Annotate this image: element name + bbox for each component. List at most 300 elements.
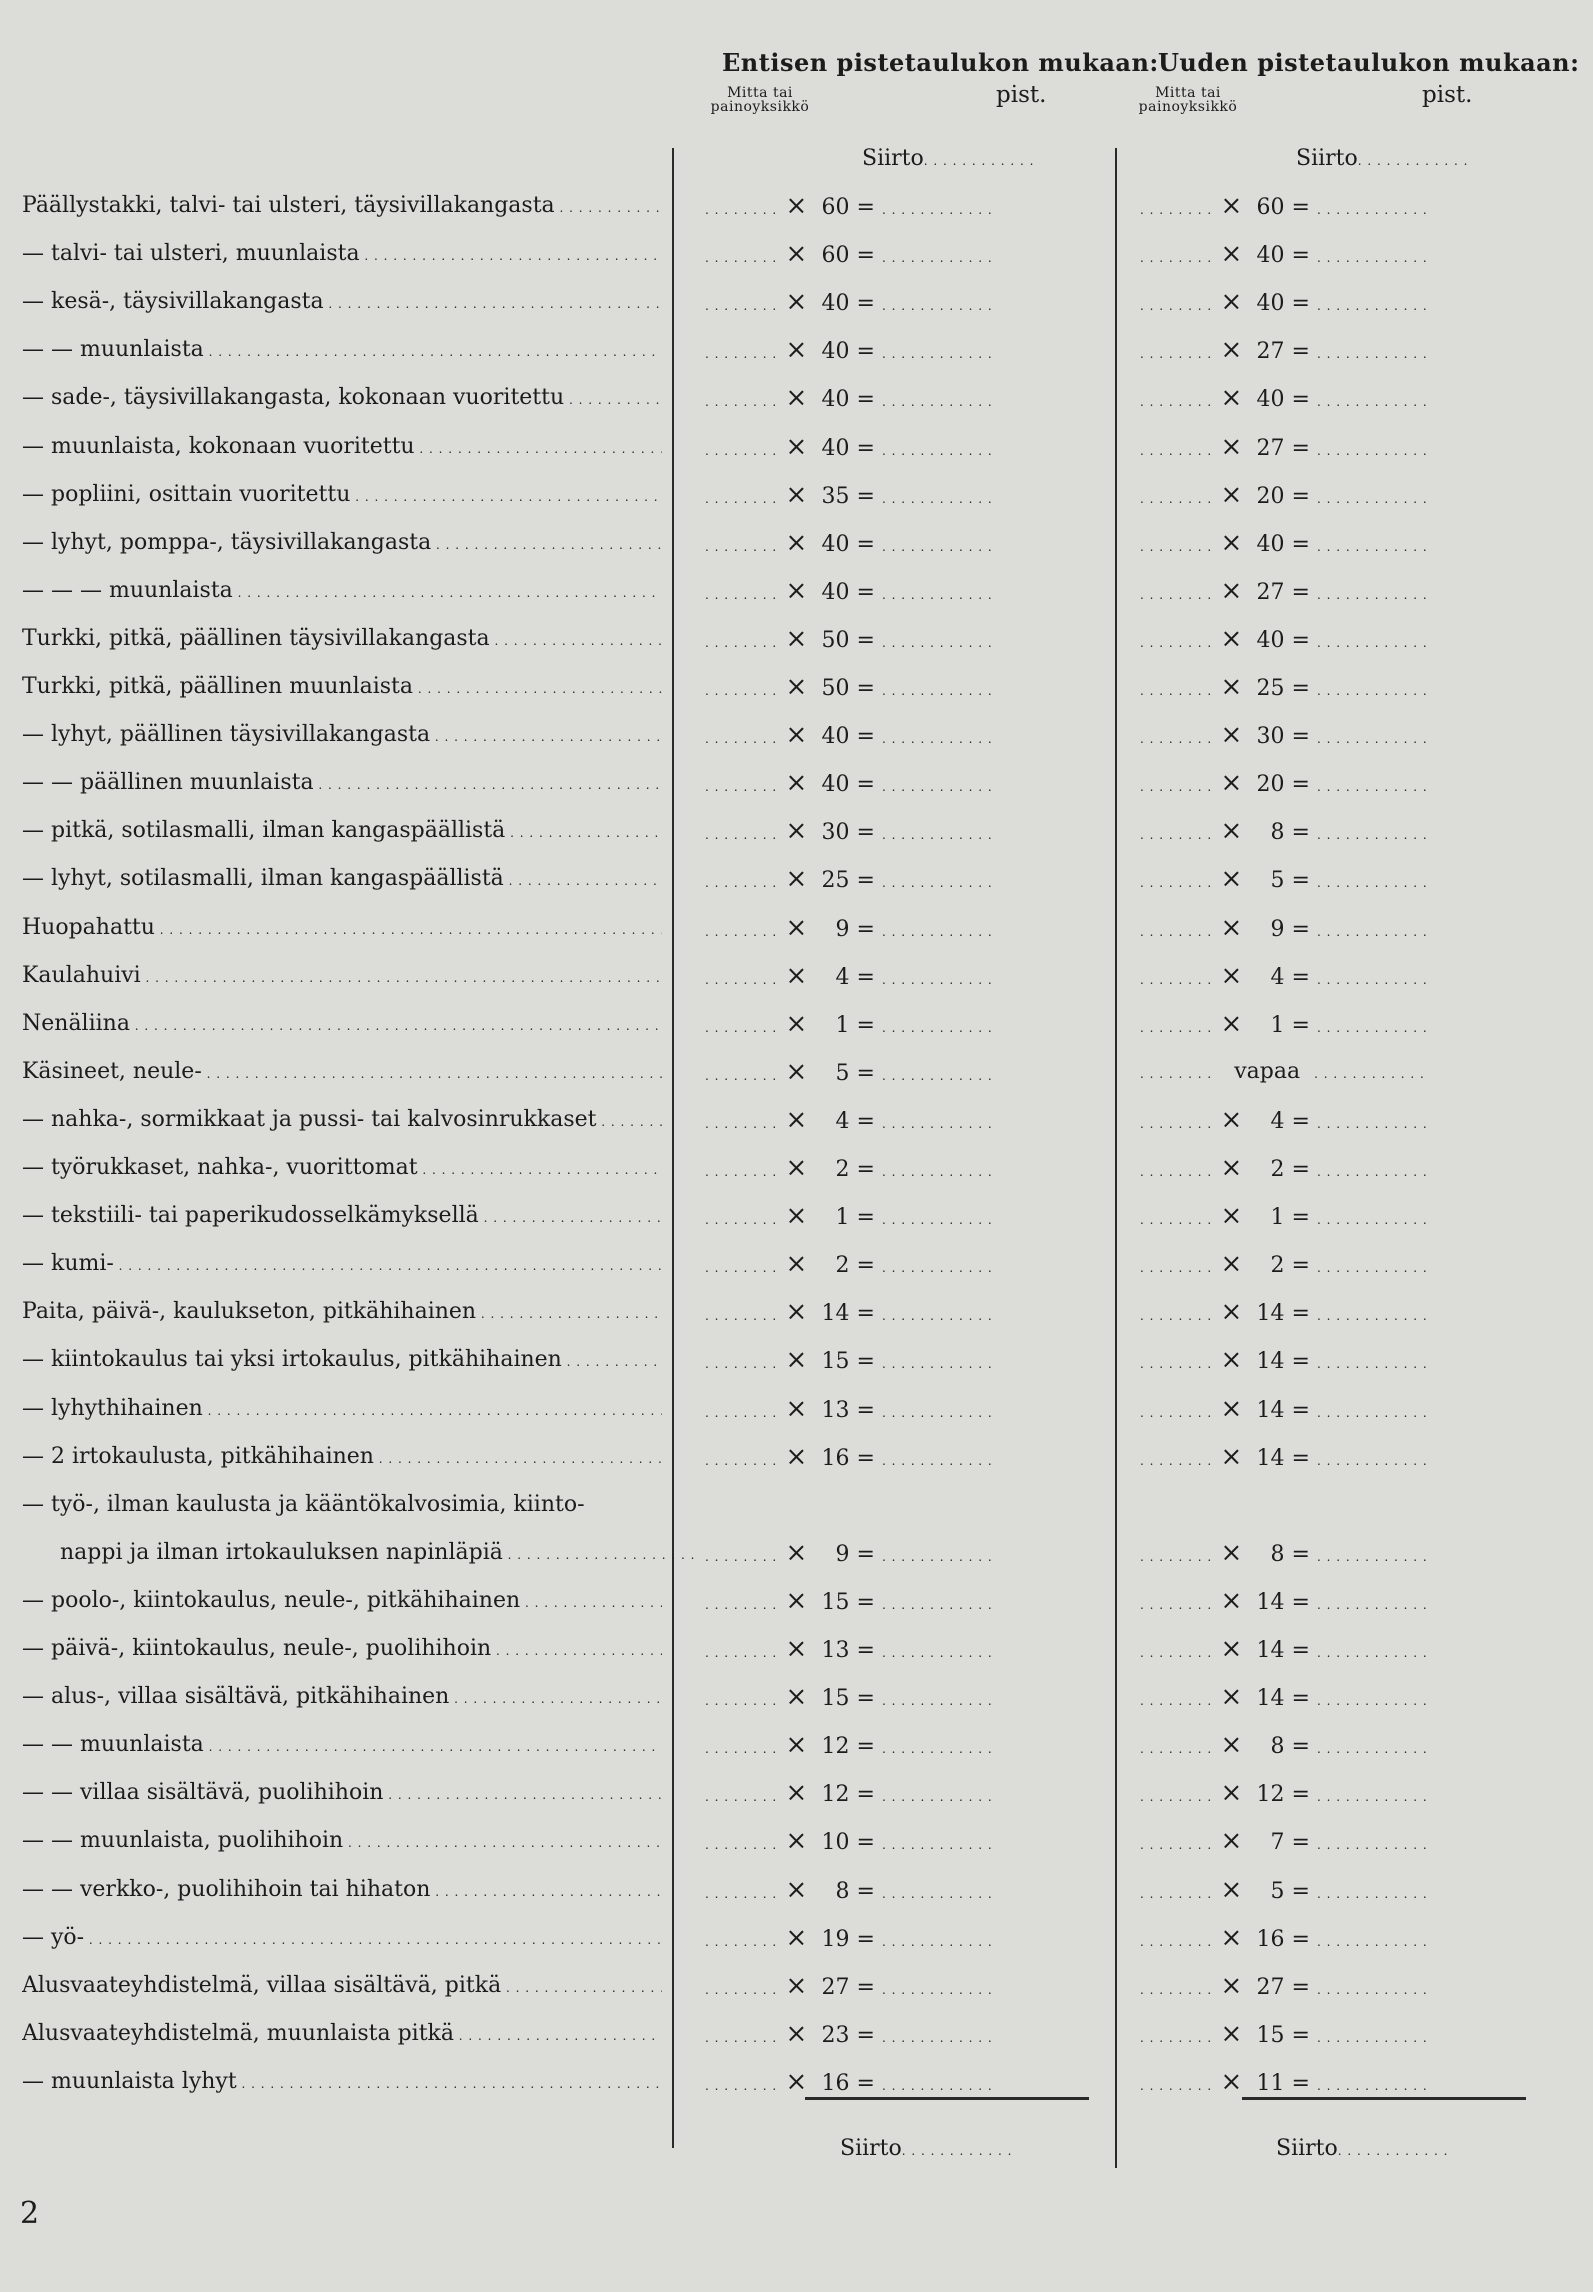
item-label: — muunlaista lyhyt . . .	[22, 2058, 662, 2106]
old-points-value: 16	[821, 1445, 850, 1471]
table-row	[0, 374, 1593, 422]
new-points-value: 2	[1270, 1253, 1285, 1279]
old-points-cell: . . . . . . . . × 15 = . . . . . . . . . . . .	[705, 1673, 993, 1721]
new-points-cell: . . . . . . . . × 25 = . . . . . . . . . . . .	[1140, 663, 1428, 711]
new-points-cell: . . . . . . . . × 40 = . . . . . . . . . . . .	[1140, 230, 1428, 278]
new-points-value: 27	[1256, 579, 1285, 605]
equals-sign: =	[1284, 339, 1317, 365]
multiply-sign: ×	[1212, 287, 1251, 318]
new-points-cell: . . . . . . . . × 1 = . . . . . . . . . . . .	[1140, 1192, 1428, 1240]
multiply-sign: ×	[1212, 864, 1251, 895]
new-points-cell: . . . . . . . . × 14 = . . . . . . . . . . . .	[1140, 1385, 1428, 1433]
multiply-sign: ×	[777, 1249, 816, 1280]
multiply-sign: ×	[1212, 383, 1251, 414]
old-points-value: 9	[835, 916, 850, 942]
new-points-value: 14	[1256, 1686, 1285, 1712]
table-row	[0, 1336, 1593, 1384]
new-points-cell: . . . . . . . . × 9 = . . . . . . . . . . . .	[1140, 904, 1428, 952]
item-label: — päivä-, kiintokaulus, neule-, puolihihoin . . .	[22, 1625, 662, 1673]
equals-sign: =	[849, 1253, 882, 1279]
multiply-sign: ×	[1212, 1682, 1251, 1713]
item-label: — lyhythihainen . . .	[22, 1385, 662, 1433]
equals-sign: =	[849, 820, 882, 846]
equals-sign: =	[1284, 1301, 1317, 1327]
equals-sign: =	[1284, 1157, 1317, 1182]
table-row	[0, 1385, 1593, 1433]
item-label: — sade-, täysivillakangasta, kokonaan vuoritettu . . .	[22, 374, 662, 422]
table-row	[0, 952, 1593, 1000]
multiply-sign: ×	[777, 1634, 816, 1664]
multiply-sign: ×	[1212, 1104, 1251, 1135]
table-row	[0, 1673, 1593, 1721]
item-label: — — muunlaista, puolihihoin . . .	[22, 1817, 662, 1865]
new-points-cell: . . . . . . . . × 30 = . . . . . . . . . . . .	[1140, 711, 1428, 759]
equals-sign: =	[1284, 1782, 1317, 1808]
multiply-sign: ×	[1212, 1153, 1251, 1183]
multiply-sign: ×	[777, 1441, 816, 1472]
table-row	[0, 615, 1593, 663]
multiply-sign: ×	[1212, 335, 1251, 366]
item-label: — — — muunlaista . . .	[22, 567, 662, 615]
new-points-cell: . . . . . . . . × 27 = . . . . . . . . . . . .	[1140, 1962, 1428, 2010]
new-points-cell: . . . . . . . . × 7 = . . . . . . . . . . . .	[1140, 1817, 1428, 1865]
new-points-value: 15	[1256, 2022, 1285, 2048]
table-row	[0, 904, 1593, 952]
new-points-cell: . . . . . . . . × 5 = . . . . . . . . . . . .	[1140, 855, 1428, 903]
multiply-sign: ×	[1212, 1393, 1251, 1424]
multiply-sign: ×	[1212, 960, 1251, 991]
new-points-value: 8	[1270, 820, 1285, 846]
new-points-value: 11	[1256, 2070, 1285, 2096]
new-points-cell: . . . . . . . . × 1 = . . . . . . . . . . . .	[1140, 1000, 1428, 1048]
old-points-cell: . . . . . . . . × 40 = . . . . . . . . . . . .	[705, 278, 993, 326]
old-points-label: pist.	[996, 82, 1047, 108]
new-points-value: 8	[1270, 1541, 1285, 1567]
equals-sign: =	[849, 531, 882, 557]
old-points-value: 40	[821, 339, 850, 365]
multiply-sign: ×	[777, 623, 816, 654]
item-label: Alusvaateyhdistelmä, villaa sisältävä, pitkä . . .	[22, 1962, 662, 2010]
new-points-cell: . . . . . . . . × 40 = . . . . . . . . . . . .	[1140, 615, 1428, 663]
old-points-value: 13	[821, 1638, 850, 1663]
new-points-cell: . . . . . . . . × 14 = . . . . . . . . . . . .	[1140, 1336, 1428, 1384]
new-points-cell: . . . . . . . . × 20 = . . . . . . . . . . . .	[1140, 759, 1428, 807]
multiply-sign: ×	[1212, 1297, 1251, 1328]
multiply-sign: ×	[777, 1730, 816, 1761]
new-points-value: 14	[1256, 1397, 1285, 1423]
new-table-title: Uuden pistetaulukon mukaan:	[1158, 48, 1580, 77]
equals-sign: =	[1284, 1541, 1317, 1567]
old-points-cell: . . . . . . . . × 10 = . . . . . . . . . . . .	[705, 1817, 993, 1865]
old-points-cell: . . . . . . . . × 13 = . . . . . . . . . . . .	[705, 1385, 993, 1433]
multiply-sign: ×	[777, 1104, 816, 1135]
new-points-cell: . . . . . . . . × 4 = . . . . . . . . . . . .	[1140, 1096, 1428, 1144]
new-points-cell: . . . . . . . . × 14 = . . . . . . . . . . . .	[1140, 1625, 1428, 1673]
equals-sign: =	[1284, 195, 1317, 220]
multiply-sign: ×	[1212, 1778, 1251, 1809]
item-label: Paita, päivä-, kaulukseton, pitkähihainen . . .	[22, 1288, 662, 1336]
new-points-value: 4	[1270, 1108, 1285, 1134]
equals-sign: =	[1284, 1638, 1317, 1663]
new-points-text: vapaa	[1234, 1058, 1301, 1084]
equals-sign: =	[849, 1445, 882, 1471]
old-points-value: 40	[821, 531, 850, 557]
old-points-value: 40	[821, 291, 850, 317]
old-points-value: 15	[821, 1589, 850, 1615]
old-points-cell: . . . . . . . . × 27 = . . . . . . . . . . . .	[705, 1962, 993, 2010]
old-points-value: 60	[821, 195, 850, 220]
old-carry-bottom: Siirto. . . . . . . . . . . .	[840, 2136, 1013, 2161]
item-label: Nenäliina . . .	[22, 1000, 662, 1048]
equals-sign: =	[1284, 1734, 1317, 1760]
table-row	[0, 1962, 1593, 2010]
new-points-cell: . . . . . . . . × 14 = . . . . . . . . . . . .	[1140, 1673, 1428, 1721]
new-points-value: 40	[1256, 387, 1285, 413]
equals-sign: =	[849, 724, 882, 750]
old-points-value: 15	[821, 1349, 850, 1375]
old-total-rule	[805, 2097, 1089, 2100]
equals-sign: =	[1284, 916, 1317, 942]
multiply-sign: ×	[777, 816, 816, 847]
equals-sign: =	[849, 1349, 882, 1375]
new-points-value: 16	[1256, 1926, 1285, 1952]
old-points-value: 1	[835, 1012, 850, 1038]
new-points-value: 7	[1270, 1830, 1285, 1856]
multiply-sign: ×	[777, 335, 816, 366]
table-row	[0, 1240, 1593, 1288]
equals-sign: =	[849, 676, 882, 701]
old-points-cell: . . . . . . . . × 1 = . . . . . . . . . . . .	[705, 1192, 993, 1240]
multiply-sign: ×	[1212, 479, 1251, 510]
multiply-sign: ×	[1212, 1874, 1251, 1905]
new-points-value: 20	[1256, 772, 1285, 798]
equals-sign: =	[849, 1638, 882, 1663]
multiply-sign: ×	[777, 431, 816, 462]
old-points-value: 40	[821, 724, 850, 750]
equals-sign: =	[849, 483, 882, 509]
equals-sign: =	[1284, 1974, 1317, 2000]
item-label: Huopahattu . . .	[22, 904, 662, 952]
old-points-cell: . . . . . . . . × 40 = . . . . . . . . . . . .	[705, 759, 993, 807]
equals-sign: =	[849, 2022, 882, 2048]
multiply-sign: ×	[777, 1393, 816, 1424]
old-carry-top: Siirto. . . . . . . . . . . .	[862, 146, 1035, 171]
old-points-cell: . . . . . . . . × 60 = . . . . . . . . . . . .	[705, 182, 993, 230]
table-row	[0, 567, 1593, 615]
new-points-label: pist.	[1422, 82, 1473, 108]
multiply-sign: ×	[777, 191, 816, 221]
old-points-value: 60	[821, 243, 850, 269]
old-points-cell: . . . . . . . . × 40 = . . . . . . . . . . . .	[705, 519, 993, 567]
old-points-cell: . . . . . . . . × 4 = . . . . . . . . . . . .	[705, 1096, 993, 1144]
multiply-sign: ×	[1212, 720, 1251, 751]
item-label: Päällystakki, talvi- tai ulsteri, täysivillakangasta . . .	[22, 182, 662, 230]
old-points-cell: . . . . . . . . × 2 = . . . . . . . . . . . .	[705, 1144, 993, 1192]
equals-sign: =	[849, 1060, 882, 1086]
multiply-sign: ×	[1212, 527, 1251, 558]
item-label: — 2 irtokaulusta, pitkähihainen . . .	[22, 1433, 662, 1481]
old-points-cell: . . . . . . . . × 30 = . . . . . . . . . . . .	[705, 807, 993, 855]
new-points-value: 1	[1270, 1205, 1285, 1231]
old-points-value: 4	[835, 964, 850, 990]
item-label: — kiintokaulus tai yksi irtokaulus, pitkähihainen . . .	[22, 1336, 662, 1384]
old-points-value: 8	[835, 1878, 850, 1904]
new-points-value: 27	[1256, 339, 1285, 365]
equals-sign: =	[849, 1541, 882, 1567]
new-points-value: 40	[1256, 627, 1285, 653]
equals-sign: =	[849, 868, 882, 894]
new-points-value: 27	[1256, 435, 1285, 461]
new-points-cell: . . . . . . . . × 8 = . . . . . . . . . . . .	[1140, 1721, 1428, 1769]
table-row	[0, 807, 1593, 855]
multiply-sign: ×	[777, 1922, 816, 1953]
equals-sign: =	[1284, 1926, 1317, 1952]
old-points-value: 40	[821, 387, 850, 413]
new-points-value: 14	[1256, 1445, 1285, 1471]
new-points-cell: . . . . . . . . × 4 = . . . . . . . . . . . .	[1140, 952, 1428, 1000]
old-points-value: 27	[821, 1974, 850, 2000]
equals-sign: =	[849, 579, 882, 605]
new-points-cell: . . . . . . . . × 27 = . . . . . . . . . . . .	[1140, 423, 1428, 471]
old-points-value: 5	[835, 1060, 850, 1086]
old-points-cell: . . . . . . . . × 60 = . . . . . . . . . . . .	[705, 230, 993, 278]
equals-sign: =	[849, 195, 882, 220]
old-points-value: 35	[821, 483, 850, 509]
table-row	[0, 1288, 1593, 1336]
new-points-value: 40	[1256, 291, 1285, 317]
table-row	[0, 1048, 1593, 1096]
equals-sign: =	[1284, 772, 1317, 798]
new-points-value: 5	[1270, 868, 1285, 894]
old-points-cell: . . . . . . . . × 50 = . . . . . . . . . . . .	[705, 663, 993, 711]
multiply-sign: ×	[1212, 623, 1251, 654]
new-points-value: 9	[1270, 916, 1285, 942]
table-row	[0, 1721, 1593, 1769]
equals-sign: =	[849, 1589, 882, 1615]
table-row	[0, 1144, 1593, 1192]
equals-sign: =	[849, 1397, 882, 1423]
table-row	[0, 1529, 1593, 1577]
equals-sign: =	[849, 1205, 882, 1231]
multiply-sign: ×	[1212, 2018, 1251, 2049]
equals-sign: =	[1284, 964, 1317, 990]
multiply-sign: ×	[1212, 191, 1251, 221]
item-label: — — muunlaista . . .	[22, 326, 662, 374]
old-points-value: 23	[821, 2022, 850, 2048]
multiply-sign: ×	[777, 1056, 816, 1087]
table-row	[0, 663, 1593, 711]
multiply-sign: ×	[1212, 239, 1251, 270]
equals-sign: =	[1284, 531, 1317, 557]
item-label: nappi ja ilman irtokauluksen napinläpiä . . .	[60, 1529, 700, 1577]
new-points-value: 25	[1256, 676, 1285, 701]
old-points-value: 40	[821, 435, 850, 461]
new-points-value: 30	[1256, 724, 1285, 750]
multiply-sign: ×	[1212, 912, 1251, 943]
equals-sign: =	[1284, 1012, 1317, 1038]
old-points-value: 2	[835, 1157, 850, 1182]
item-label: — kumi- . . .	[22, 1240, 662, 1288]
equals-sign: =	[1284, 2070, 1317, 2096]
multiply-sign: ×	[1212, 1585, 1251, 1616]
multiply-sign: ×	[1212, 1201, 1251, 1232]
multiply-sign: ×	[1212, 575, 1251, 606]
new-points-value: 14	[1256, 1301, 1285, 1327]
multiply-sign: ×	[777, 912, 816, 943]
item-label: Kaulahuivi . . .	[22, 952, 662, 1000]
new-points-cell: . . . . . . . . × 14 = . . . . . . . . . . . .	[1140, 1288, 1428, 1336]
equals-sign: =	[849, 1782, 882, 1808]
old-points-cell: . . . . . . . . × 40 = . . . . . . . . . . . .	[705, 567, 993, 615]
multiply-sign: ×	[1212, 1345, 1251, 1376]
new-points-cell: . . . . . . . . × 16 = . . . . . . . . . . . .	[1140, 1914, 1428, 1962]
table-row	[0, 519, 1593, 567]
equals-sign: =	[849, 243, 882, 269]
equals-sign: =	[1284, 2022, 1317, 2048]
table-row	[0, 471, 1593, 519]
old-points-cell: . . . . . . . . × 25 = . . . . . . . . . . . .	[705, 855, 993, 903]
old-points-value: 14	[821, 1301, 850, 1327]
multiply-sign: ×	[1212, 1249, 1251, 1280]
equals-sign: =	[1284, 387, 1317, 413]
multiply-sign: ×	[777, 1970, 816, 2001]
old-points-cell: . . . . . . . . × 9 = . . . . . . . . . . . .	[705, 1529, 993, 1577]
table-row	[0, 1096, 1593, 1144]
equals-sign: =	[849, 964, 882, 990]
table-row	[0, 1481, 1593, 1529]
table-row	[0, 1433, 1593, 1481]
old-points-value: 50	[821, 676, 850, 701]
item-label: Alusvaateyhdistelmä, muunlaista pitkä . . .	[22, 2010, 662, 2058]
table-row	[0, 326, 1593, 374]
item-label: — lyhyt, sotilasmalli, ilman kangaspäällistä . . .	[22, 855, 662, 903]
multiply-sign: ×	[777, 287, 816, 318]
new-carry-bottom: Siirto. . . . . . . . . . . .	[1276, 2136, 1449, 2161]
multiply-sign: ×	[777, 479, 816, 510]
old-points-value: 19	[821, 1926, 850, 1952]
old-points-value: 10	[821, 1830, 850, 1856]
old-points-value: 15	[821, 1686, 850, 1712]
equals-sign: =	[849, 1686, 882, 1712]
equals-sign: =	[849, 1734, 882, 1760]
new-points-cell: . . . . . . . . × 20 = . . . . . . . . . . . .	[1140, 471, 1428, 519]
table-row	[0, 182, 1593, 230]
table-row	[0, 278, 1593, 326]
multiply-sign: ×	[1212, 2066, 1251, 2097]
equals-sign: =	[1284, 1878, 1317, 1904]
multiply-sign: ×	[777, 1345, 816, 1376]
old-points-cell: . . . . . . . . × 16 = . . . . . . . . . . . .	[705, 2058, 993, 2106]
equals-sign: =	[849, 1974, 882, 2000]
multiply-sign: ×	[777, 768, 816, 799]
new-points-cell: . . . . . . . . × 15 = . . . . . . . . . . . .	[1140, 2010, 1428, 2058]
table-row	[0, 759, 1593, 807]
item-label: — pitkä, sotilasmalli, ilman kangaspäällistä . . .	[22, 807, 662, 855]
new-points-value: 60	[1256, 195, 1285, 220]
multiply-sign: ×	[777, 1201, 816, 1232]
old-points-cell: . . . . . . . . × 4 = . . . . . . . . . . . .	[705, 952, 993, 1000]
old-points-cell: . . . . . . . . × 1 = . . . . . . . . . . . .	[705, 1000, 993, 1048]
item-label: — talvi- tai ulsteri, muunlaista . . .	[22, 230, 662, 278]
table-row	[0, 2010, 1593, 2058]
equals-sign: =	[1284, 724, 1317, 750]
table-row	[0, 1192, 1593, 1240]
multiply-sign: ×	[777, 1778, 816, 1809]
multiply-sign: ×	[1212, 1441, 1251, 1472]
new-points-cell: . . . . . . . . × 11 = . . . . . . . . . . . .	[1140, 2058, 1428, 2106]
multiply-sign: ×	[777, 1008, 816, 1039]
item-label: — yö- . . .	[22, 1914, 662, 1962]
multiply-sign: ×	[1212, 1730, 1251, 1761]
multiply-sign: ×	[1212, 1634, 1251, 1664]
new-points-value: 5	[1270, 1878, 1285, 1904]
new-points-value: 20	[1256, 483, 1285, 509]
equals-sign: =	[1284, 676, 1317, 701]
multiply-sign: ×	[777, 1826, 816, 1857]
new-points-value: 14	[1256, 1638, 1285, 1663]
multiply-sign: ×	[777, 960, 816, 991]
old-points-value: 40	[821, 579, 850, 605]
old-points-value: 12	[821, 1782, 850, 1808]
item-label: Käsineet, neule- . . .	[22, 1048, 662, 1096]
old-points-cell: . . . . . . . . × 12 = . . . . . . . . . . . .	[705, 1721, 993, 1769]
old-points-cell: . . . . . . . . × 2 = . . . . . . . . . . . .	[705, 1240, 993, 1288]
old-points-cell: . . . . . . . . × 23 = . . . . . . . . . . . .	[705, 2010, 993, 2058]
item-label: — tekstiili- tai paperikudosselkämyksellä . . .	[22, 1192, 662, 1240]
new-points-value: 8	[1270, 1734, 1285, 1760]
equals-sign: =	[1284, 627, 1317, 653]
equals-sign: =	[1284, 1108, 1317, 1134]
equals-sign: =	[849, 1830, 882, 1856]
item-label: — alus-, villaa sisältävä, pitkähihainen . . .	[22, 1673, 662, 1721]
equals-sign: =	[849, 291, 882, 317]
equals-sign: =	[849, 1157, 882, 1182]
old-points-value: 30	[821, 820, 850, 846]
old-points-cell: . . . . . . . . × 40 = . . . . . . . . . . . .	[705, 423, 993, 471]
multiply-sign: ×	[777, 2066, 816, 2097]
item-label: — työrukkaset, nahka-, vuorittomat . . .	[22, 1144, 662, 1192]
equals-sign: =	[849, 772, 882, 798]
multiply-sign: ×	[777, 1297, 816, 1328]
equals-sign: =	[849, 339, 882, 365]
new-carry-top: Siirto. . . . . . . . . . . .	[1296, 146, 1469, 171]
new-points-value: 40	[1256, 531, 1285, 557]
new-points-cell: . . . . . . . . × 14 = . . . . . . . . . . . .	[1140, 1577, 1428, 1625]
old-points-cell: . . . . . . . . × 40 = . . . . . . . . . . . .	[705, 711, 993, 759]
new-points-cell: . . . . . . . . × 27 = . . . . . . . . . . . .	[1140, 326, 1428, 374]
old-points-value: 4	[835, 1108, 850, 1134]
equals-sign: =	[1284, 435, 1317, 461]
item-label: — poolo-, kiintokaulus, neule-, pitkähihainen . . .	[22, 1577, 662, 1625]
new-points-value: 4	[1270, 964, 1285, 990]
table-row	[0, 1625, 1593, 1673]
page-number: 2	[20, 2196, 40, 2231]
table-row	[0, 423, 1593, 471]
old-points-value: 2	[835, 1253, 850, 1279]
new-points-value: 14	[1256, 1349, 1285, 1375]
item-label: — lyhyt, pomppa-, täysivillakangasta . . .	[22, 519, 662, 567]
multiply-sign: ×	[777, 1537, 816, 1568]
table-row	[0, 711, 1593, 759]
table-row	[0, 1000, 1593, 1048]
multiply-sign: ×	[1212, 431, 1251, 462]
equals-sign: =	[1284, 1205, 1317, 1231]
old-points-value: 13	[821, 1397, 850, 1423]
equals-sign: =	[1284, 483, 1317, 509]
new-points-value: 1	[1270, 1012, 1285, 1038]
multiply-sign: ×	[777, 239, 816, 270]
item-label: — popliini, osittain vuoritettu . . .	[22, 471, 662, 519]
